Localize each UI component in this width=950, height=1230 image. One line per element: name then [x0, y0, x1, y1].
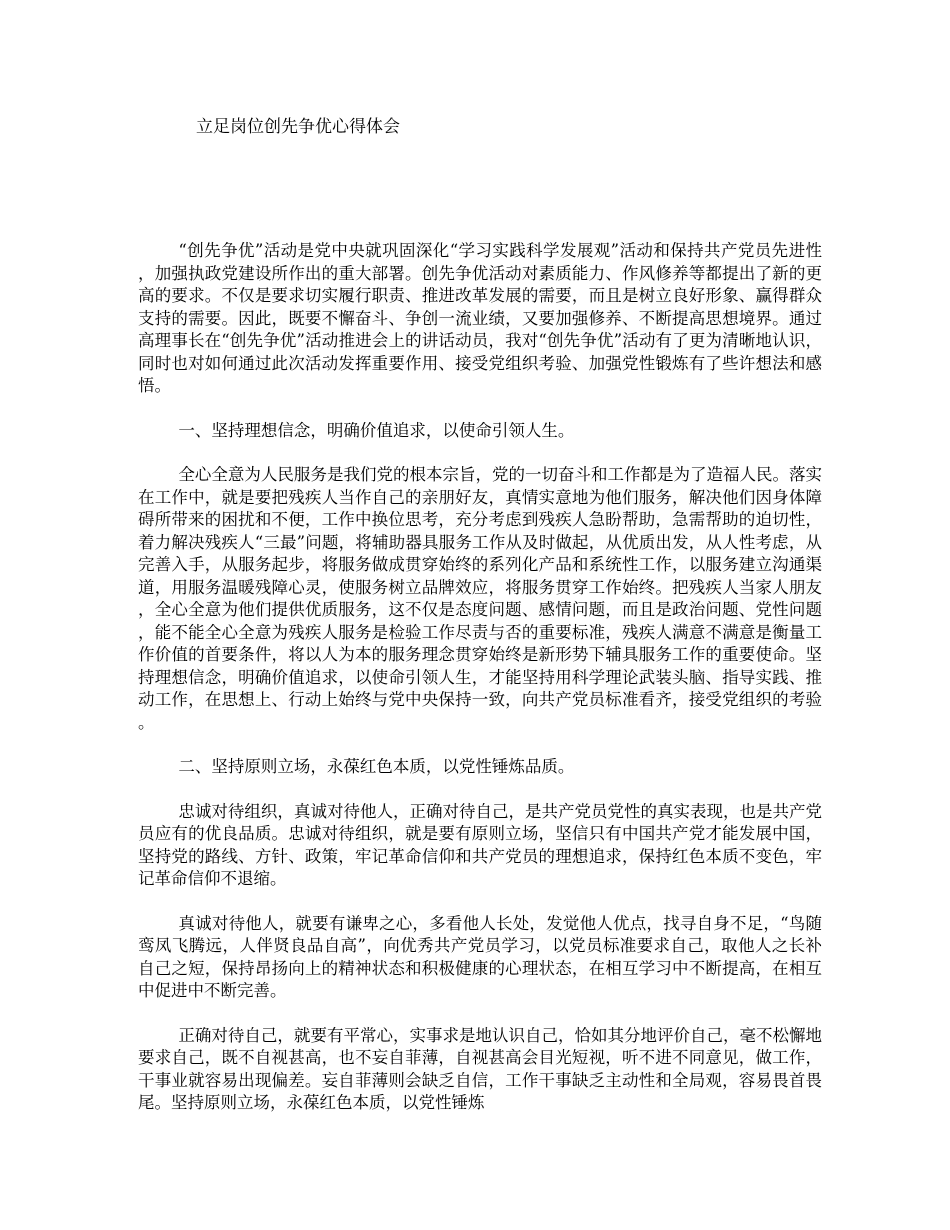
document-title: 立足岗位创先争优心得体会	[196, 117, 400, 137]
paragraph-section-2c: 正确对待自己，就要有平常心，实事求是地认识自己，恰如其分地评价自己，毫不松懈地要求自己，既不自视甚高，也不妄自菲薄，自视甚高会目光短视，听不进不同意见，做工作，干事业就容易出现偏差。妄自菲薄则会缺乏自信，工作干事缺乏主动性和全局观，容易畏首畏尾。坚持原则立场，永葆红色本质，以党性锤炼	[138, 1025, 822, 1112]
paragraph-section-2a: 忠诚对待组织，真诚对待他人，正确对待自己，是共产党员党性的真实表现，也是共产党员应有的优良品质。忠诚对待组织，就是要有原则立场，坚信只有中国共产党才能发展中国，坚持党的路线、方针、政策，牢记革命信仰和共产党员的理想追求，保持红色本质不变色，牢记革命信仰不退缩。	[138, 801, 822, 888]
paragraph-intro: “创先争优”活动是党中央就巩固深化“学习实践科学发展观”活动和保持共产党员先进性，加强执政党建设所作出的重大部署。创先争优活动对素质能力、作风修养等都提出了新的更高的要求。不仅是要求切实履行职责、推进改革发展的需要，而且是树立良好形象、赢得群众支持的需要。因此，既要不懈奋斗、争创一流业绩，又要加强修养、不断提高思想境界。通过高理事长在“创先争优”活动推进会上的讲话动员，我对“创先争优”活动有了更为清晰地认识，同时也对如何通过此次活动发挥重要作用、接受党组织考验、加强党性锻炼有了些许想法和感悟。	[138, 241, 822, 395]
section-heading-2: 二、坚持原则立场，永葆红色本质，以党性锤炼品质。	[178, 757, 575, 776]
document-body	[138, 240, 822, 1137]
paragraph-section-2b: 真诚对待他人，就要有谦卑之心，多看他人长处，发觉他人优点，找寻自身不足，“鸟随鸾凤飞腾远，人伴贤良品自高”，向优秀共产党员学习，以党员标准要求自己，取他人之长补自己之短，保持昂扬向上的精神状态和积极健康的心理状态，在相互学习中不断提高，在相互中促进中不断完善。	[138, 913, 822, 1000]
section-heading-1: 一、坚持理想信念，明确价值追求，以使命引领人生。	[178, 420, 575, 440]
paragraph-section-1: 全心全意为人民服务是我们党的根本宗旨，党的一切奋斗和工作都是为了造福人民。落实在工作中，就是要把残疾人当作自己的亲朋好友，真情实意地为他们服务，解决他们因身体障碍所带来的困扰和不便，工作中换位思考，充分考虑到残疾人急盼帮助，急需帮助的迫切性，着力解决残疾人“三最”问题，将辅助器具服务工作从及时做起，从优质出发，从人性考虑，从完善入手，从服务起步，将服务做成贯穿始终的系列化产品和系统性工作，以服务建立沟通渠道，用服务温暖残障心灵，使服务树立品牌效应，将服务贯穿工作始终。把残疾人当家人朋友，全心全意为他们提供优质服务，这不仅是态度问题、感情问题，而且是政治问题、党性问题，能不能全心全意为残疾人服务是检验工作尽责与否的重要标准，残疾人满意不满意是衡量工作价值的首要条件，将以人为本的服务理念贯穿始终是新形势下辅具服务工作的重要使命。坚持理想信念，明确价值追求，以使命引领人生，才能坚持用科学理论武装头脑、指导实践、推动工作，在思想上、行动上始终与党中央保持一致，向共产党员标准看齐，接受党组织的考验。	[138, 465, 822, 732]
